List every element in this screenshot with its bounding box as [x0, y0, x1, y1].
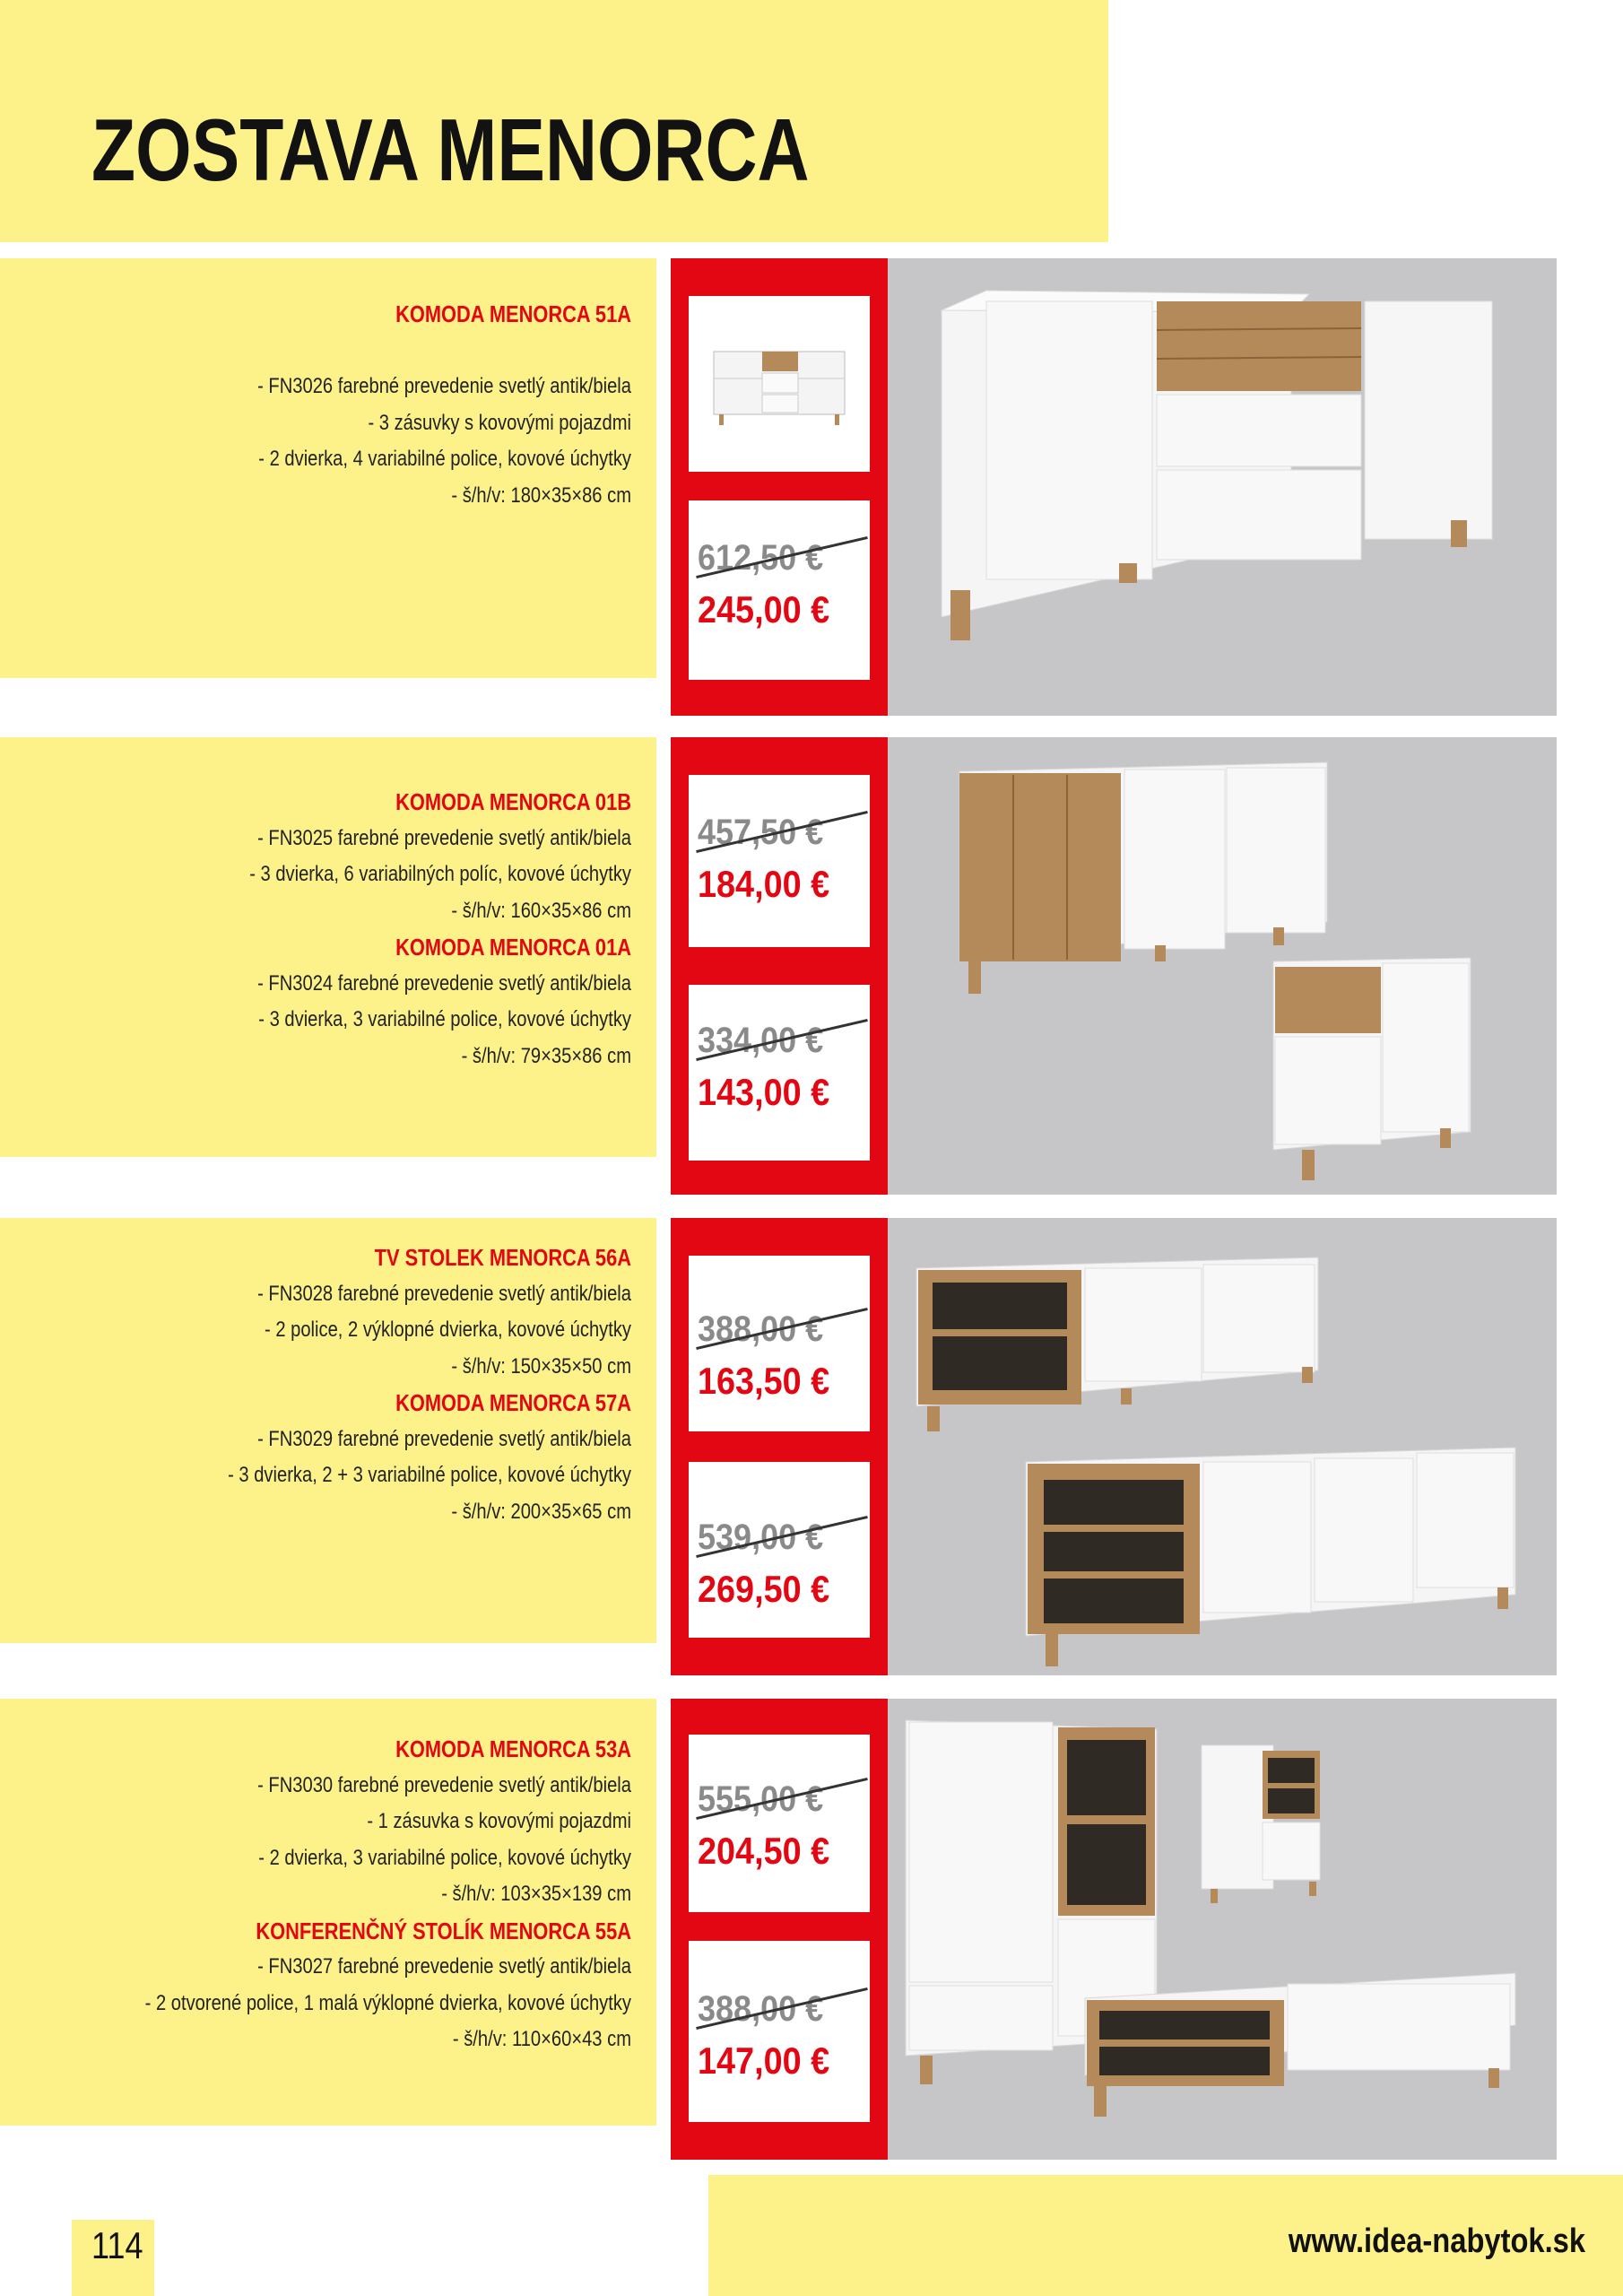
- price-tag: [689, 1984, 870, 2082]
- description-panel: [0, 258, 656, 678]
- old-price: 612,50 €: [698, 538, 824, 578]
- spec-line: - 2 police, 2 výklopné dvierka, kovové úchytky: [264, 1318, 631, 1342]
- price-tag: [689, 1015, 870, 1113]
- highboard-and-table-photo: [888, 1699, 1557, 2160]
- description-panel: [0, 737, 656, 1157]
- spec-line: - 3 zásuvky s kovovými pojazdmi: [368, 410, 631, 435]
- price-tag: [689, 1774, 870, 1872]
- spec-line: - 1 zásuvka s kovovými pojazdmi: [367, 1809, 631, 1833]
- spec-line: - 2 otvorené police, 1 malá výklopné dvierka, kovové úchytky: [144, 1990, 632, 2015]
- product-section-komoda-01: [0, 737, 1623, 1195]
- old-price: 388,00 €: [698, 1309, 824, 1349]
- cabinets-photo: [888, 737, 1557, 1195]
- spacer-line: [89, 333, 631, 370]
- price-tag: [689, 807, 870, 905]
- spec-line: - 3 dvierka, 2 + 3 variabilné police, kovové úchytky: [228, 1463, 631, 1487]
- price-tag: [689, 533, 870, 631]
- product-name: KOMODA MENORCA 01A: [395, 934, 631, 961]
- spec-line: - FN3029 farebné prevedenie svetlý antik/biela: [257, 1426, 631, 1451]
- product-description: [0, 296, 631, 514]
- spec-line: - š/h/v: 200×35×65 cm: [451, 1499, 631, 1524]
- spec-line: - š/h/v: 79×35×86 cm: [461, 1043, 631, 1068]
- product-name: TV STOLEK MENORCA 56A: [374, 1244, 631, 1271]
- photo-panel: [888, 1699, 1557, 2160]
- product-description: [0, 1731, 631, 2058]
- spec-line: - FN3027 farebné prevedenie svetlý antik/biela: [257, 1954, 631, 1979]
- spec-line: - FN3026 farebné prevedenie svetlý antik/biela: [257, 374, 631, 398]
- product-name: KOMODA MENORCA 53A: [395, 1735, 631, 1762]
- old-price: 457,50 €: [698, 813, 824, 852]
- spec-line: - 3 dvierka, 6 variabilných políc, kovové úchytky: [249, 862, 631, 886]
- price-tag: [689, 1304, 870, 1402]
- old-price: 334,00 €: [698, 1021, 824, 1060]
- new-price: 204,50 €: [698, 1830, 830, 1872]
- spec-line: - š/h/v: 110×60×43 cm: [452, 2027, 631, 2051]
- new-price: 163,50 €: [698, 1360, 830, 1402]
- product-section-menorca-53a-55a: [0, 1699, 1623, 2160]
- website-link[interactable]: www.idea-nabytok.sk: [1288, 2222, 1585, 2260]
- price-column: [671, 1699, 888, 2160]
- spec-line: - š/h/v: 180×35×86 cm: [451, 483, 631, 508]
- spec-line: - š/h/v: 160×35×86 cm: [451, 898, 631, 923]
- price-column: [671, 1218, 888, 1675]
- product-name: KONFERENČNÝ STOLÍK MENORCA 55A: [256, 1917, 631, 1944]
- product-name: KOMODA MENORCA 51A: [395, 300, 631, 327]
- spec-line: - š/h/v: 103×35×139 cm: [441, 1882, 631, 1906]
- thumbnail-box: [689, 296, 870, 472]
- product-name: KOMODA MENORCA 01B: [395, 788, 631, 815]
- photo-panel: [888, 737, 1557, 1195]
- price-column: [671, 737, 888, 1195]
- spec-line: - FN3028 farebné prevedenie svetlý antik/biela: [257, 1281, 631, 1306]
- spec-line: - FN3025 farebné prevedenie svetlý antik/biela: [257, 825, 631, 850]
- price-box: [689, 775, 870, 947]
- price-tag: [689, 1512, 870, 1610]
- photo-panel: [888, 258, 1557, 716]
- product-name: KOMODA MENORCA 57A: [395, 1389, 631, 1416]
- tv-stands-photo: [888, 1218, 1557, 1675]
- new-price: 245,00 €: [698, 588, 830, 631]
- page-number: 114: [91, 2224, 143, 2266]
- product-description: [0, 784, 631, 1074]
- photo-panel: [888, 1218, 1557, 1675]
- product-thumbnail: [689, 296, 870, 472]
- price-column: [671, 258, 888, 716]
- old-price: 539,00 €: [698, 1518, 824, 1557]
- new-price: 143,00 €: [698, 1071, 830, 1113]
- page-title: ZOSTAVA MENORCA: [91, 100, 810, 199]
- spec-line: - FN3030 farebné prevedenie svetlý antik/biela: [257, 1772, 631, 1797]
- spec-line: - 3 dvierka, 3 variabilné police, kovové úchytky: [258, 1007, 631, 1031]
- description-panel: [0, 1218, 656, 1643]
- product-section-komoda-51a: [0, 258, 1623, 716]
- old-price: 388,00 €: [698, 1989, 824, 2029]
- sideboard-photo: [888, 258, 1557, 716]
- description-panel: [0, 1699, 656, 2126]
- product-description: [0, 1239, 631, 1530]
- new-price: 184,00 €: [698, 863, 830, 905]
- new-price: 147,00 €: [698, 2039, 830, 2082]
- old-price: 555,00 €: [698, 1779, 824, 1819]
- new-price: 269,50 €: [698, 1568, 830, 1610]
- spec-line: - š/h/v: 150×35×50 cm: [451, 1353, 631, 1378]
- spec-line: - FN3024 farebné prevedenie svetlý antik/biela: [257, 970, 631, 996]
- product-section-menorca-56a-57a: [0, 1218, 1623, 1675]
- spec-line: - 2 dvierka, 4 variabilné police, kovové úchytky: [258, 447, 631, 471]
- spec-line: - 2 dvierka, 3 variabilné police, kovové úchytky: [258, 1845, 631, 1870]
